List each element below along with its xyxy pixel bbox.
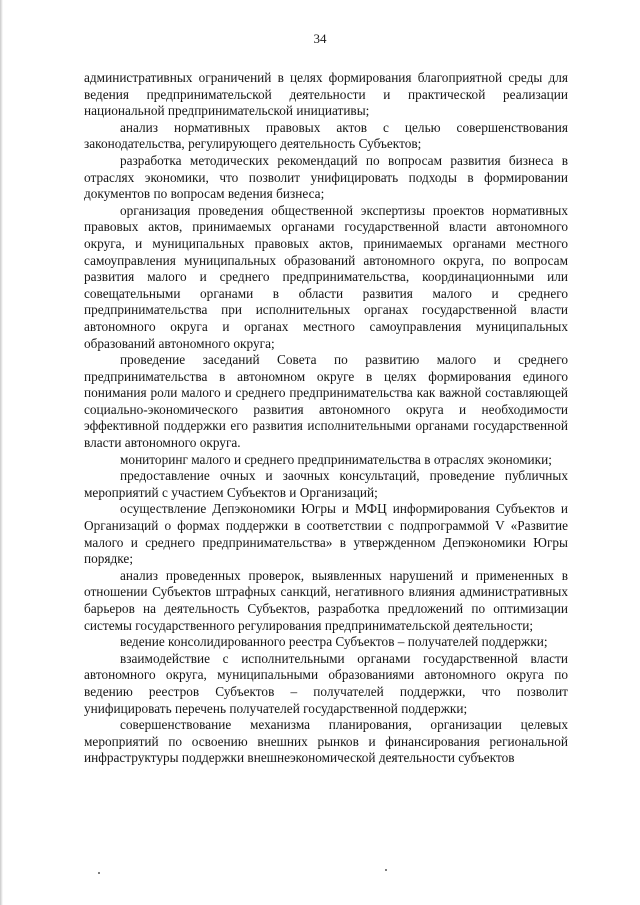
page-number: 34 (313, 31, 327, 46)
paragraph: мониторинг малого и среднего предпринимательства в отраслях экономики; (120, 451, 552, 467)
paragraph: совершенствование механизма планирования, организации целевых мероприятий по освоению внешних рынков и финансирования региональной инфраструктуры поддержки внешнеэкономической деятельности субъектов (84, 717, 568, 766)
paragraph: анализ проведенных проверок, выявленных нарушений и примененных в отношении Субъектов штрафных санкций, негативного влияния административных барьеров на деятельность Субъектов, разработка предложений по оптимизации системы государственного регулирования предпринимательской деятельности; (84, 567, 568, 633)
scan-speck (385, 869, 387, 871)
paragraph: анализ нормативных правовых актов с целью совершенствования законодательства, регулирующего деятельность Субъектов; (84, 119, 568, 152)
paragraph: взаимодействие с исполнительными органами государственной власти автономного округа, муниципальными образованиями автономного округа по ведению реестров Субъектов – получателей поддержки, что позволит унифицировать перечень получателей государственной поддержки; (84, 650, 568, 716)
paragraph: предоставление очных и заочных консультаций, проведение публичных мероприятий с участием Субъектов и Организаций; (84, 468, 568, 500)
paragraph: ведение консолидированного реестра Субъектов – получателей поддержки; (120, 634, 548, 650)
paragraph: осуществление Депэкономики Югры и МФЦ информирования Субъектов и Организаций о формах поддержки в соответствии с подпрограммой V «Развитие малого и среднего предпринимательства» в утвержденном Депэкономики Югры порядке; (84, 501, 568, 567)
paragraph: разработка методических рекомендаций по вопросам развития бизнеса в отраслях экономики, что позволит унифицировать подходы в формировании документов по вопросам ведения бизнеса; (84, 152, 568, 202)
paragraph-continuation: административных ограничений в целях формирования благоприятной среды для ведения предпринимательской деятельности и практической реализации национальной предпринимательской инициативы; (84, 70, 568, 119)
scan-edge (0, 0, 3, 905)
paragraph: проведение заседаний Совета по развитию малого и среднего предпринимательства в автономном округе в целях формирования единого понимания роли малого и среднего предпринимательства как важной составляющей социально-экономического развития автономного округа и необходимости эффективной поддержки его развития исполнительными органами государственной власти автономного округа. (84, 352, 568, 451)
scan-speck (98, 872, 100, 874)
document-body (84, 70, 568, 767)
paragraph: организация проведения общественной экспертизы проектов нормативных правовых актов, принимаемых органами государственной власти автономного округа, и муниципальных правовых актов, принимаемых органами местного самоуправления муниципальных образований автономного округа, по вопросам развития малого и среднего предпринимательства, координационными или совещательными органами в области развития малого и среднего предпринимательства при исполнительных органах государственной власти автономного округа и органах местного самоуправления муниципальных образований автономного округа; (84, 202, 568, 351)
